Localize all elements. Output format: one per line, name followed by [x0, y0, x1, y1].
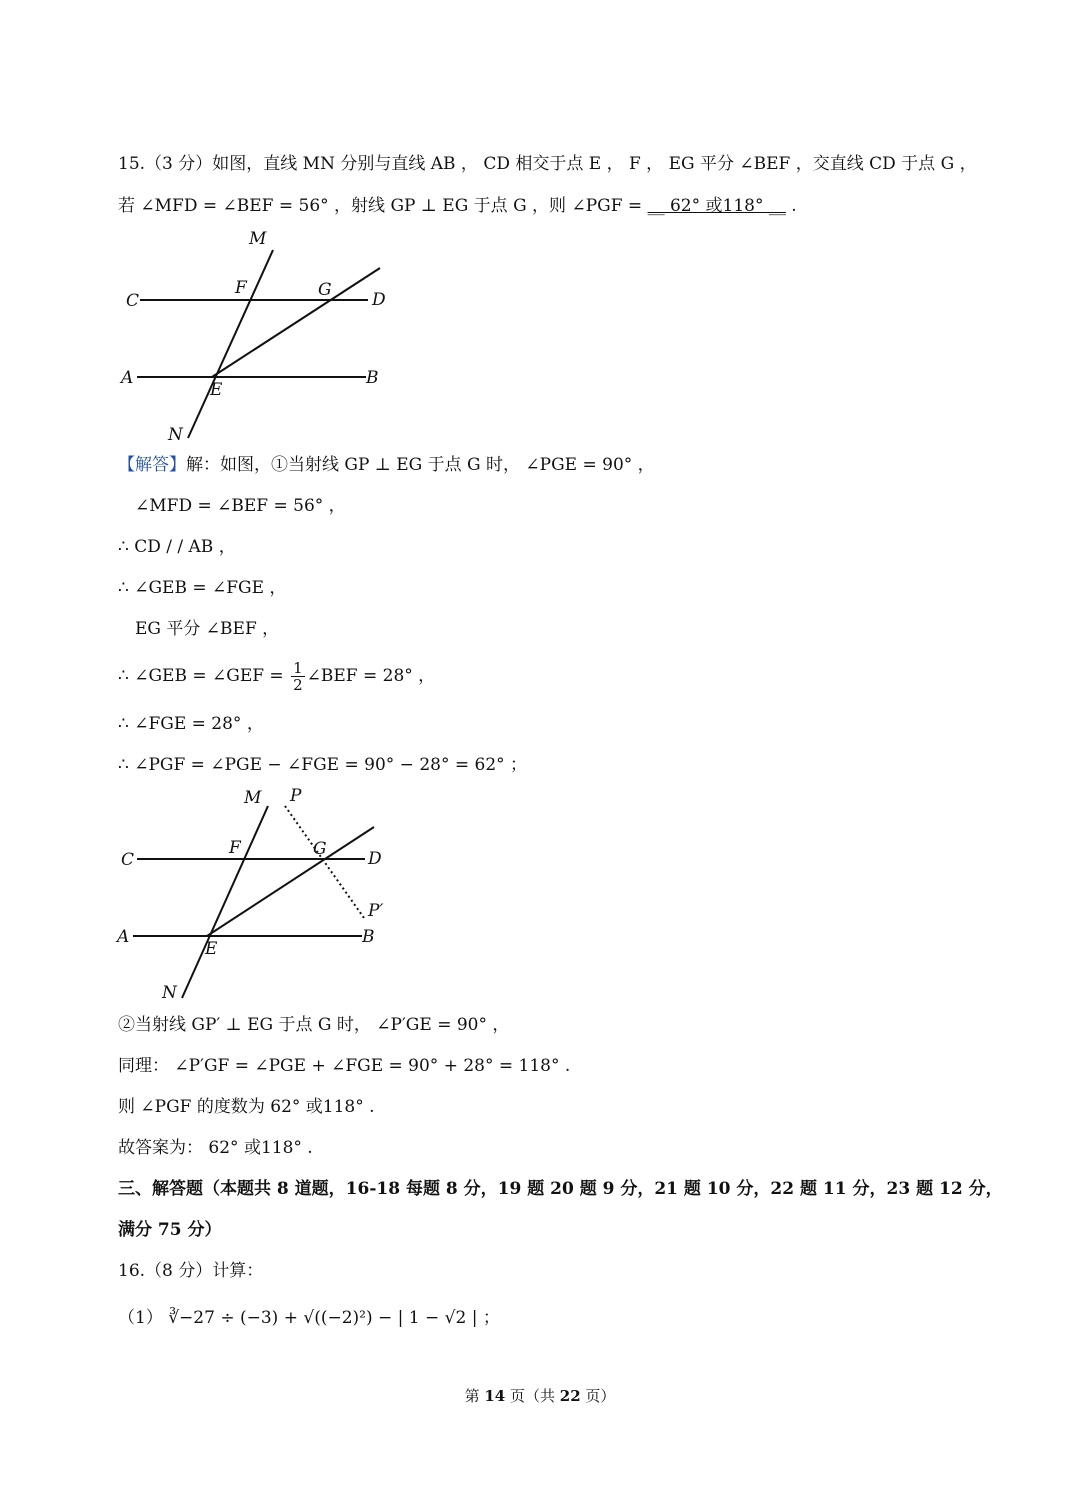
footer-total-pages: 22: [559, 1387, 581, 1405]
fig1-label-a: A: [121, 368, 134, 388]
fig2-label-e: E: [205, 939, 218, 959]
solution-line-1-text: 解：如图，①当射线 GP ⊥ EG 于点 G 时， ∠PGE = 90° ，: [186, 455, 655, 475]
solution-line-10: 同理： ∠P′GF = ∠PGE + ∠FGE = 90° + 28° = 118° .: [118, 1056, 571, 1076]
footer-mid: 页（共: [505, 1387, 560, 1405]
fig2-label-p-prime: P′: [368, 901, 384, 921]
fraction-line-prefix: ∴ ∠GEB = ∠GEF =: [118, 666, 290, 686]
solution-line-5: EG 平分 ∠BEF ，: [135, 619, 280, 639]
solution-line-8: ∴ ∠PGF = ∠PGE − ∠FGE = 90° − 28° = 62° ；: [118, 755, 528, 775]
solution-line-11: 则 ∠PGF 的度数为 62° 或118° .: [118, 1097, 375, 1117]
solution-line-9: ②当射线 GP′ ⊥ EG 于点 G 时， ∠P′GE = 90° ，: [118, 1015, 510, 1035]
page-footer: [0, 1385, 1080, 1406]
fig2-label-d: D: [368, 849, 382, 869]
fraction-denominator: 2: [293, 676, 303, 694]
fig1-label-b: B: [366, 368, 379, 388]
fig2-label-n: N: [162, 983, 177, 1003]
solution-line-7: ∴ ∠FGE = 28° ，: [118, 714, 264, 734]
footer-page-number: 14: [484, 1387, 506, 1405]
solution-tag: 【解答】: [118, 455, 186, 475]
fig2-label-p: P: [290, 786, 302, 806]
footer-pre: 第: [464, 1387, 485, 1405]
solution-line-2: ∠MFD = ∠BEF = 56° ，: [135, 496, 346, 516]
q15-answer-blank: __ 62° 或118° __: [647, 196, 786, 216]
fig2-label-c: C: [121, 850, 135, 870]
fig1-label-g: G: [318, 280, 332, 300]
fig2-line-mn: [182, 806, 268, 998]
footer-post: 页）: [580, 1387, 616, 1405]
fig2-label-b: B: [362, 927, 375, 947]
fig1-label-e: E: [210, 380, 223, 400]
q15-line-1: 15.（3 分）如图，直线 MN 分别与直线 AB ， CD 相交于点 E ， F ， EG 平分 ∠BEF ，交直线 CD 于点 G ，: [118, 154, 977, 174]
solution-line-4: ∴ ∠GEB = ∠FGE ，: [118, 578, 287, 598]
fig2-label-a: A: [117, 927, 130, 947]
q16-title: 16.（8 分）计算：: [118, 1261, 264, 1281]
section-3-heading-cont: 满分 75 分）: [118, 1220, 222, 1240]
fig2-label-g: G: [313, 839, 327, 859]
fig2-label-m: M: [244, 788, 262, 808]
q15-line-2-suffix: .: [785, 196, 797, 216]
q16-part-1: （1） ∛−27 ÷ (−3) + √((−2)²) − | 1 − √2 | ；: [118, 1308, 500, 1328]
section-3-heading: 三、解答题（本题共 8 道题，16-18 每题 8 分，19 题 20 题 9 分，21 题 10 分，22 题 11 分，23 题 12 分，: [118, 1179, 1003, 1199]
fig1-label-n: N: [168, 425, 183, 445]
fig1-label-f: F: [235, 278, 247, 298]
fig1-label-d: D: [372, 290, 386, 310]
fraction-line-suffix: ∠BEF = 28° ，: [306, 666, 436, 686]
q15-line-2-prefix: 若 ∠MFD = ∠BEF = 56° ，射线 GP ⊥ EG 于点 G ，则 ∠PGF =: [118, 196, 648, 216]
fraction-numerator: 1: [293, 659, 303, 677]
fig1-label-c: C: [126, 291, 140, 311]
fig1-label-m: M: [249, 229, 267, 249]
solution-line-3: ∴ CD / / AB ，: [118, 537, 236, 557]
solution-line-12: 故答案为： 62° 或118° .: [118, 1138, 313, 1158]
fig2-label-f: F: [229, 838, 241, 858]
fig2-ray-gp-dotted: [285, 806, 364, 918]
